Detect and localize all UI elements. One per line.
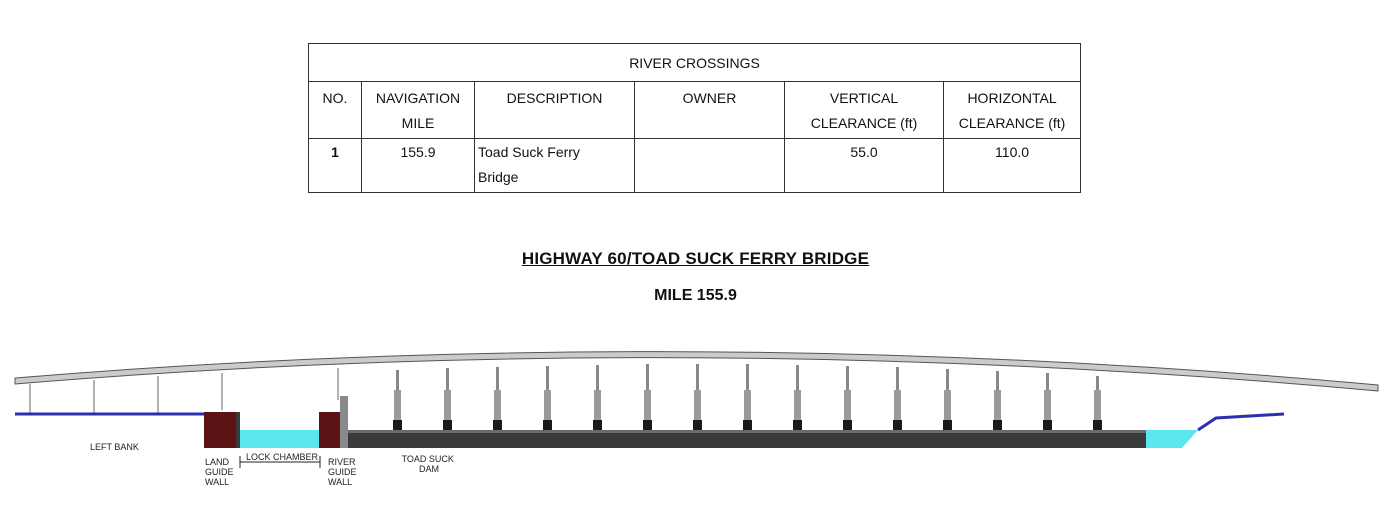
cell-horizontal-clearance: 110.0 <box>944 139 1081 193</box>
cell-navigation-mile: 155.9 <box>362 139 475 193</box>
dam-pier <box>543 366 552 430</box>
dam-pier <box>1043 373 1052 430</box>
dam-piers <box>393 364 1102 430</box>
header-horizontal-clearance: HORIZONTAL CLEARANCE (ft) <box>944 82 1081 139</box>
river-crossings-table <box>308 43 1081 193</box>
table-row <box>309 139 1081 193</box>
land-guide-wall <box>204 412 240 448</box>
dam-pier <box>643 364 652 430</box>
dam-pier <box>593 365 602 430</box>
header-description: DESCRIPTION <box>475 82 635 139</box>
cell-owner <box>635 139 785 193</box>
river-guide-wall-tower <box>340 396 348 448</box>
table-caption: RIVER CROSSINGS <box>309 44 1081 82</box>
left-bank-label: LEFT BANK <box>90 442 139 452</box>
downstream-water <box>1146 430 1198 448</box>
dam-pier <box>893 367 902 430</box>
dam-pier <box>493 367 502 430</box>
header-owner: OWNER <box>635 82 785 139</box>
header-no: NO. <box>309 82 362 139</box>
land-guide-wall-label: LAND GUIDE WALL <box>205 457 234 487</box>
cell-no: 1 <box>309 139 362 193</box>
dam-pier <box>943 369 952 430</box>
lock-chamber-water <box>240 430 320 448</box>
dam-pier <box>443 368 452 430</box>
dam-pier <box>1093 376 1102 430</box>
header-vertical-clearance: VERTICAL CLEARANCE (ft) <box>785 82 944 139</box>
bridge-elevation-diagram <box>0 330 1391 510</box>
dam-pier <box>693 364 702 430</box>
river-guide-wall-label: RIVER GUIDE WALL <box>328 457 357 487</box>
header-navigation-mile: NAVIGATION MILE <box>362 82 475 139</box>
toad-suck-dam-label: TOAD SUCK DAM <box>401 454 454 474</box>
diagram-subtitle: MILE 155.9 <box>654 287 737 304</box>
table-header-row <box>309 82 1081 139</box>
dam-pier <box>793 365 802 430</box>
dam-pier <box>393 370 402 430</box>
dam-top-edge <box>348 430 1146 433</box>
lock-chamber-label: LOCK CHAMBER <box>246 452 319 462</box>
dam-pier <box>743 364 752 430</box>
cell-description: Toad Suck Ferry Bridge <box>475 139 635 193</box>
land-guide-wall-edge <box>236 412 240 448</box>
dam-pier <box>843 366 852 430</box>
cell-vertical-clearance: 55.0 <box>785 139 944 193</box>
dam-pier <box>993 371 1002 430</box>
right-bank <box>1198 414 1284 430</box>
diagram-title: HIGHWAY 60/TOAD SUCK FERRY BRIDGE <box>521 249 870 268</box>
